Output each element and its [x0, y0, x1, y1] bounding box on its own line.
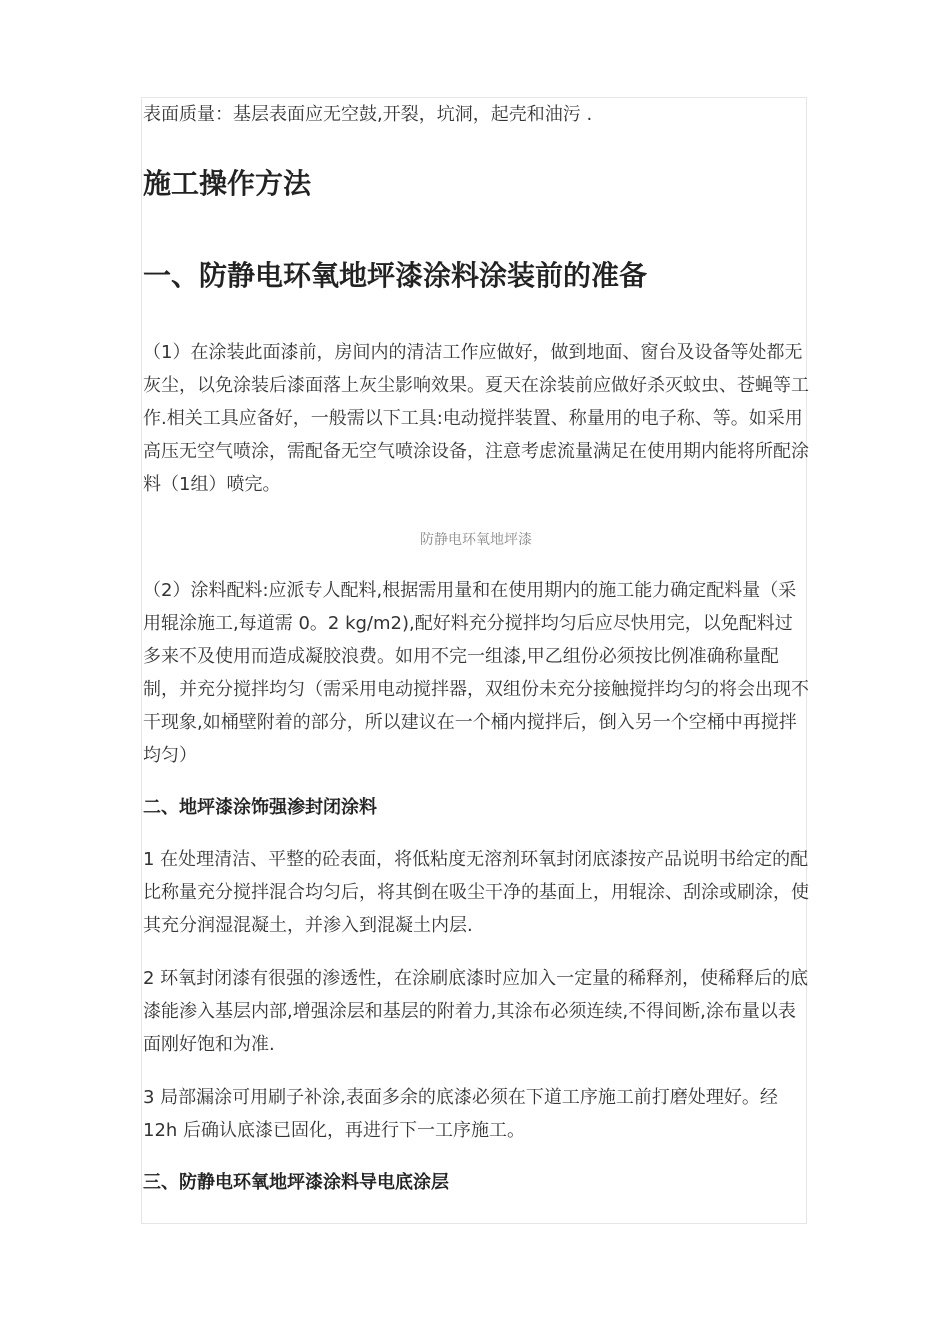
surface-quality-text: 表面质量：基层表面应无空鼓,开裂，坑洞，起壳和油污 .: [143, 104, 593, 125]
paragraph-2: （2）涂料配料:应派专人配料,根据需用量和在使用期内的施工能力确定配料量（采用辊涂施工,每道需 0。2 kg/m2),配好料充分搅拌均匀后应尽快用完，以免配料过多来不及使用而造成凝胶浪费。如用不完一组漆,甲乙组份必须按比例准确称量配制，并充分搅拌均匀（需采用电动搅拌器，双组份未充分接触搅拌均匀的将会出现不干现象,如桶壁附着的部分，所以建议在一个桶内搅拌后，倒入另一个空桶中再搅拌均匀）: [143, 580, 809, 766]
heading-section-1: 一、防静电环氧地坪漆涂料涂装前的准备: [143, 259, 648, 292]
heading-method: 施工操作方法: [143, 167, 312, 200]
paragraph-5: 3 局部漏涂可用刷子补涂,表面多余的底漆必须在下道工序施工前打磨处理好。经 12h 后确认底漆已固化，再进行下一工序施工。: [143, 1087, 778, 1141]
paragraph-3: 1 在处理清洁、平整的砼表面，将低粘度无溶剂环氧封闭底漆按产品说明书给定的配比称量充分搅拌混合均匀后，将其倒在吸尘干净的基面上，用辊涂、刮涂或刷涂，使其充分润湿混凝土，并渗入到混凝土内层.: [143, 849, 809, 936]
paragraph-4: 2 环氧封闭漆有很强的渗透性，在涂刷底漆时应加入一定量的稀释剂，使稀释后的底漆能渗入基层内部,增强涂层和基层的附着力,其涂布必须连续,不得间断,涂布量以表面刚好饱和为准.: [143, 968, 809, 1055]
heading-section-3: 三、防静电环氧地坪漆涂料导电底涂层: [143, 1172, 449, 1193]
image-caption: 防静电环氧地坪漆: [420, 532, 532, 548]
document-content: [143, 98, 809, 1198]
heading-section-2: 二、地坪漆涂饰强渗封闭涂料: [143, 797, 377, 818]
paragraph-1: （1）在涂装此面漆前，房间内的清洁工作应做好，做到地面、窗台及设备等处都无灰尘，以免涂装后漆面落上灰尘影响效果。夏天在涂装前应做好杀灭蚊虫、苍蝇等工作.相关工具应备好，一般需以下工具:电动搅拌装置、称量用的电子称、等。如采用高压无空气喷涂，需配备无空气喷涂设备，注意考虑流量满足在使用期内能将所配涂料（1组）喷完。: [143, 342, 809, 495]
